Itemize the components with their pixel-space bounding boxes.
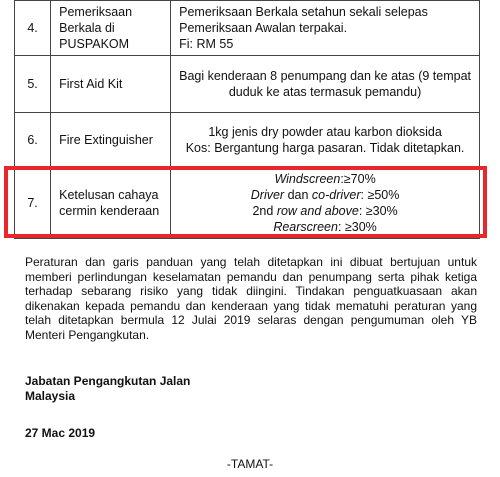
row-item bbox=[51, 56, 171, 113]
desc-line: Kos: Bergantung harga pasaran. Tidak ditetapkan. bbox=[185, 141, 465, 155]
organization-line: Jabatan Pengangkutan Jalan bbox=[25, 374, 191, 388]
row-item bbox=[51, 168, 171, 239]
rules-table bbox=[14, 0, 480, 239]
rearscreen-value: : ≥30% bbox=[337, 220, 377, 234]
windscreen-label: Windscreen bbox=[274, 172, 341, 186]
row-number: 7. bbox=[15, 168, 51, 239]
row-number: 4. bbox=[15, 1, 51, 56]
row-number: 5. bbox=[15, 56, 51, 113]
driver-value: : ≥50% bbox=[360, 188, 400, 202]
second-row-prefix: 2nd bbox=[252, 204, 277, 218]
desc-line bbox=[179, 171, 471, 187]
body-paragraph: Peraturan dan garis panduan yang telah ditetapkan ini dibuat bertujuan untuk memberi perlindungan keselamatan pemandu dan penumpang serta pihak ketiga terhadap sebarang risiko yang tidak diingini. Tindakan penguatkuasaan akan dikenakan kepada pemandu dan kenderaan yang tidak mematuhi peraturan yang telah ditetapkan bermula 12 Julai 2019 selaras dengan pengumuman oleh YB Menteri Pengangkutan. bbox=[25, 255, 477, 342]
desc-line bbox=[179, 203, 471, 219]
row-item bbox=[51, 1, 171, 56]
row-description bbox=[171, 113, 480, 168]
item-line: Fire Extinguisher bbox=[59, 133, 153, 147]
document-date: 27 Mac 2019 bbox=[25, 426, 96, 440]
row-description bbox=[171, 56, 480, 113]
item-line: Ketelusan cahaya bbox=[59, 188, 159, 202]
table-row bbox=[15, 56, 480, 113]
table-row bbox=[15, 113, 480, 168]
desc-line: Bagi kenderaan 8 penumpang dan ke atas (9 tempat bbox=[179, 69, 471, 83]
item-line: cermin kenderaan bbox=[59, 204, 160, 218]
item-line: First Aid Kit bbox=[59, 77, 123, 91]
driver-connector: dan bbox=[284, 188, 312, 202]
desc-line: Pemeriksaan Awalan terpakai. bbox=[179, 21, 348, 35]
windscreen-value: :≥70% bbox=[340, 172, 376, 186]
desc-line: Pemeriksaan Berkala setahun sekali selepas bbox=[179, 5, 428, 19]
row-description bbox=[171, 1, 480, 56]
table-row bbox=[15, 168, 480, 239]
desc-line bbox=[179, 219, 471, 235]
row-description bbox=[171, 168, 480, 239]
row-item bbox=[51, 113, 171, 168]
item-line: Berkala di bbox=[59, 21, 115, 35]
second-row-value: : ≥30% bbox=[358, 204, 398, 218]
organization-name bbox=[25, 374, 190, 404]
second-row-label: row and above bbox=[276, 204, 359, 218]
desc-line: Fi: RM 55 bbox=[179, 37, 234, 51]
driver-label: Driver bbox=[250, 188, 285, 202]
item-line: Pemeriksaan bbox=[59, 5, 133, 19]
closing-mark: -TAMAT- bbox=[226, 457, 274, 471]
desc-line: 1kg jenis dry powder atau karbon dioksida bbox=[208, 125, 442, 139]
table-row bbox=[15, 1, 480, 56]
co-driver-label: co-driver bbox=[311, 188, 361, 202]
desc-line bbox=[179, 187, 471, 203]
row-number: 6. bbox=[15, 113, 51, 168]
desc-line: duduk ke atas termasuk pemandu) bbox=[228, 85, 422, 99]
rearscreen-label: Rearscreen bbox=[273, 220, 338, 234]
organization-line: Malaysia bbox=[25, 389, 76, 403]
item-line: PUSPAKOM bbox=[59, 37, 130, 51]
